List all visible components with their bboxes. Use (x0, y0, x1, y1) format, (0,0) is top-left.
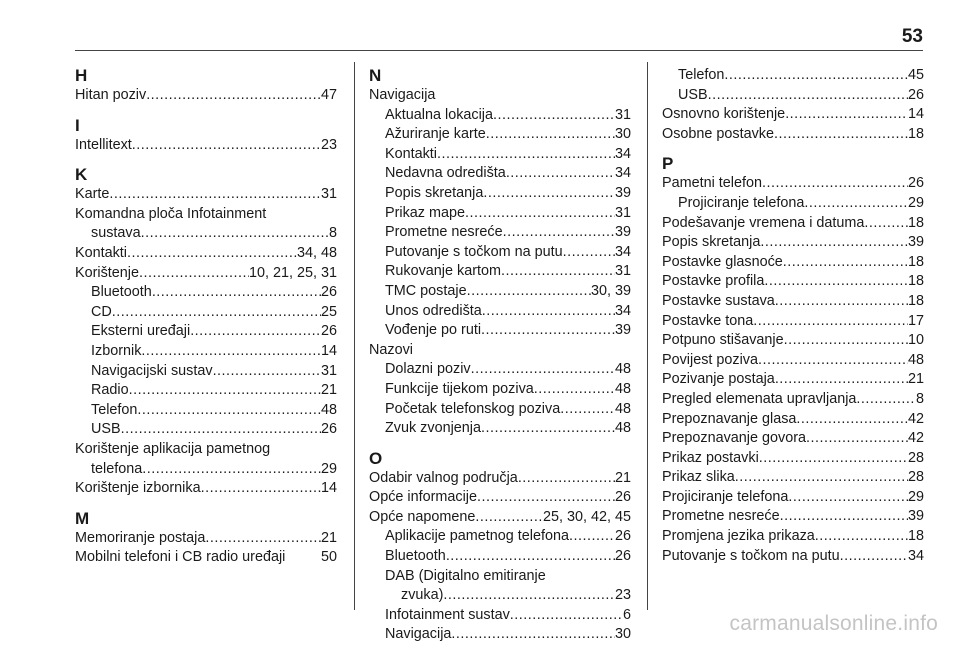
leader-dots (477, 488, 615, 508)
page-ref: 10 (907, 332, 924, 349)
leader-dots (481, 419, 615, 439)
index-term: Osobne postavke (662, 125, 774, 142)
index-entry (369, 625, 631, 645)
leader-dots (127, 244, 297, 264)
index-entry (369, 164, 631, 184)
leader-dots (753, 312, 908, 332)
index-term: Povijest poziva (662, 351, 758, 368)
page-ref: 26 (614, 548, 631, 565)
page-ref: 28 (907, 469, 924, 486)
index-term: Bluetooth (385, 548, 446, 565)
page-ref: 10, 21, 25, 31 (248, 264, 337, 281)
index-term: Prometne nesreće (662, 508, 780, 525)
page-ref: 18 (907, 125, 924, 142)
page-ref: 26 (614, 528, 631, 545)
index-entry (369, 380, 631, 400)
index-entry (75, 303, 337, 323)
leader-dots (201, 479, 321, 499)
index-term: Eksterni uređaji (91, 323, 191, 340)
page-ref: 45 (907, 67, 924, 83)
page-ref: 39 (907, 508, 924, 525)
page-ref: 28 (907, 449, 924, 466)
index-term: Prikaz postavki (662, 449, 759, 466)
page-ref: 48 (614, 400, 631, 417)
leader-dots (501, 262, 615, 282)
index-entry (662, 449, 924, 469)
index-term: Postavke sustava (662, 292, 775, 309)
index-term: Korištenje izbornika (75, 480, 201, 497)
index-entry (369, 508, 631, 528)
header-rule (75, 50, 923, 51)
page-ref: 25 (320, 303, 337, 320)
index-entry (662, 429, 924, 449)
index-term: Prepoznavanje govora (662, 430, 807, 447)
page-ref: 30 (614, 126, 631, 143)
leader-dots (121, 420, 321, 440)
leader-dots (475, 508, 543, 528)
leader-dots (141, 224, 329, 244)
page-ref: 48 (320, 401, 337, 418)
leader-dots (534, 380, 615, 400)
index-entry (75, 136, 337, 156)
index-entry (369, 243, 631, 263)
page-ref: 21 (907, 371, 924, 388)
leader-dots (152, 283, 321, 303)
page-ref: 18 (907, 292, 924, 309)
index-entry (75, 185, 337, 205)
leader-dots (446, 547, 615, 567)
index-column-3 (662, 66, 924, 566)
index-entry (369, 400, 631, 420)
index-term: Infotainment sustav (385, 606, 510, 623)
page-ref: 14 (320, 480, 337, 497)
index-term: Aktualna lokacija (385, 106, 493, 123)
leader-dots (481, 321, 615, 341)
index-term: Prometne nesreće (385, 224, 503, 241)
index-term: Popis skretanja (662, 234, 761, 251)
leader-dots (437, 145, 615, 165)
index-entry (75, 224, 337, 244)
leader-dots (506, 164, 615, 184)
page-ref: 14 (320, 342, 337, 359)
index-term: Prikaz mape (385, 204, 465, 221)
leader-dots (503, 223, 615, 243)
index-term: Opće informacije (369, 489, 477, 506)
section-letter: K (75, 165, 88, 185)
index-heading: Nazovi (369, 341, 413, 358)
index-entry-line: Komandna ploča Infotainment (75, 205, 267, 222)
index-entry (369, 606, 631, 626)
page-ref: 29 (320, 460, 337, 477)
index-term: CD (91, 303, 112, 320)
leader-dots (112, 303, 321, 323)
page-ref: 47 (320, 87, 337, 103)
index-entry (75, 460, 337, 480)
index-entry (662, 214, 924, 234)
index-term: Navigacijski sustav (91, 362, 213, 379)
index-term: Bluetooth (91, 284, 152, 301)
page-ref: 18 (907, 528, 924, 545)
index-entry (662, 233, 924, 253)
index-term: Telefon (678, 67, 725, 83)
index-entry-line: DAB (Digitalno emitiranje (385, 567, 546, 584)
page-ref: 34 (614, 145, 631, 162)
index-entry (369, 469, 631, 489)
index-entry (662, 331, 924, 351)
page-ref: 39 (907, 234, 924, 251)
page-ref: 8 (328, 225, 337, 242)
page-ref: 42 (907, 410, 924, 427)
index-term: Opće napomene (369, 508, 476, 525)
index-entry (662, 292, 924, 312)
leader-dots (483, 184, 615, 204)
index-term: Rukovanje kartom (385, 263, 501, 280)
watermark: carmanualsonline.info (729, 612, 938, 635)
index-term: Početak telefonskog poziva (385, 400, 561, 417)
page-ref: 48 (614, 420, 631, 437)
index-entry (662, 105, 924, 125)
page-ref: 48 (614, 380, 631, 397)
page-ref: 17 (907, 312, 924, 329)
page-ref: 18 (907, 253, 924, 270)
page-ref: 34 (614, 165, 631, 182)
index-entry (75, 479, 337, 499)
leader-dots (493, 106, 615, 126)
leader-dots (465, 204, 615, 224)
index-term: Navigacija (385, 626, 452, 643)
index-term: Postavke profila (662, 273, 765, 290)
leader-dots (132, 136, 321, 156)
index-term: Pozivanje postaja (662, 371, 775, 388)
index-term: Pametni telefon (662, 175, 762, 192)
leader-dots (783, 253, 908, 273)
page-ref: 21 (320, 382, 337, 399)
section-letter: H (75, 66, 88, 85)
index-term: Prepoznavanje glasa (662, 410, 797, 427)
index-heading: Navigacija (369, 87, 436, 103)
index-entry (369, 223, 631, 243)
index-entry (75, 529, 337, 549)
leader-dots (471, 360, 615, 380)
section-letter: P (662, 154, 674, 174)
leader-dots (774, 125, 908, 145)
index-term: Projiciranje telefona (662, 488, 789, 505)
index-entry (75, 322, 337, 342)
index-entry (662, 312, 924, 332)
leader-dots (213, 362, 321, 382)
leader-dots (486, 125, 615, 145)
section-letter: M (75, 508, 90, 528)
page-number: 53 (901, 26, 923, 47)
index-term: Projiciranje telefona (678, 194, 805, 211)
page-ref: 26 (907, 175, 924, 192)
leader-dots (775, 370, 908, 390)
index-entry (662, 66, 924, 86)
leader-dots (563, 243, 615, 263)
index-entry (369, 262, 631, 282)
page-ref: 31 (614, 106, 631, 123)
page-ref: 39 (614, 224, 631, 241)
page-ref: 18 (907, 214, 924, 231)
leader-dots (788, 488, 908, 508)
index-entry (662, 468, 924, 488)
page-ref: 29 (907, 194, 924, 211)
page-ref: 34, 48 (296, 244, 337, 261)
leader-dots (141, 342, 321, 362)
index-term: USB (91, 421, 121, 438)
page-ref: 31 (320, 362, 337, 379)
leader-dots (285, 548, 321, 568)
index-term: Odabir valnog područja (369, 469, 518, 486)
page-ref: 31 (614, 204, 631, 221)
index-entry (369, 419, 631, 439)
leader-dots (205, 529, 321, 549)
index-term: Postavke glasnoće (662, 253, 783, 270)
leader-dots (518, 469, 615, 489)
leader-dots (443, 586, 615, 606)
page-ref: 31 (614, 263, 631, 280)
index-entry (662, 174, 924, 194)
index-term: Izbornik (91, 342, 142, 359)
index-entry (369, 360, 631, 380)
index-term: USB (678, 86, 708, 103)
leader-dots (129, 381, 321, 401)
index-term: Podešavanje vremena i datuma (662, 214, 865, 231)
page-ref: 18 (907, 273, 924, 290)
leader-dots (724, 66, 908, 86)
index-entry (75, 283, 337, 303)
index-entry (369, 184, 631, 204)
leader-dots (762, 174, 908, 194)
index-term: Nedavna odredišta (385, 165, 506, 182)
page-ref: 23 (320, 136, 337, 153)
index-term: Karte (75, 186, 110, 203)
index-entry (369, 106, 631, 126)
index-term: zvuka) (401, 587, 444, 604)
page-ref: 30 (614, 626, 631, 643)
leader-dots (146, 86, 321, 106)
section-letter: O (369, 448, 383, 468)
index-entry (369, 125, 631, 145)
index-term: Vođenje po ruti (385, 322, 482, 339)
page-ref: 30, 39 (590, 282, 631, 299)
page-ref: 26 (320, 284, 337, 301)
index-entry (662, 527, 924, 547)
index-entry (662, 351, 924, 371)
index-entry (662, 194, 924, 214)
page-ref: 14 (907, 106, 924, 123)
page-ref: 26 (320, 421, 337, 438)
index-entry (75, 381, 337, 401)
index-entry-line: Korištenje aplikacija pametnog (75, 440, 271, 457)
index-term: Zvuk zvonjenja (385, 420, 481, 437)
page-ref: 8 (915, 390, 924, 407)
leader-dots (758, 351, 908, 371)
page-ref: 39 (614, 322, 631, 339)
column-divider-2 (647, 62, 648, 610)
page-ref: 48 (907, 351, 924, 368)
index-term: Dolazni poziv (385, 361, 471, 378)
page-ref: 29 (907, 488, 924, 505)
index-term: Mobilni telefoni i CB radio uređaji (75, 549, 286, 566)
index-entry (75, 362, 337, 382)
leader-dots (856, 390, 916, 410)
index-term: Osnovno korištenje (662, 106, 786, 123)
index-entry (369, 302, 631, 322)
page-ref: 34 (614, 302, 631, 319)
leader-dots (735, 468, 908, 488)
index-entry (662, 488, 924, 508)
leader-dots (190, 322, 321, 342)
leader-dots (109, 185, 321, 205)
index-term: Postavke tona (662, 312, 754, 329)
index-term: Memoriranje postaja (75, 529, 206, 546)
index-term: telefona (91, 460, 143, 477)
leader-dots (760, 233, 908, 253)
index-entry (75, 86, 337, 106)
index-entry (369, 586, 631, 606)
index-entry (369, 488, 631, 508)
leader-dots (708, 86, 908, 106)
page-ref: 26 (907, 86, 924, 103)
page-ref: 6 (622, 606, 631, 623)
index-entry (369, 204, 631, 224)
leader-dots (139, 264, 249, 284)
leader-dots (864, 214, 908, 234)
page-ref: 26 (614, 489, 631, 506)
page-ref: 34 (614, 243, 631, 260)
index-entry (369, 527, 631, 547)
index-term: Hitan poziv (75, 87, 147, 103)
index-entry (662, 390, 924, 410)
page-ref: 26 (320, 323, 337, 340)
index-term: Ažuriranje karte (385, 126, 486, 143)
page-ref: 31 (320, 186, 337, 203)
leader-dots (451, 625, 615, 645)
leader-dots (785, 105, 908, 125)
index-entry (662, 86, 924, 106)
page-ref: 21 (320, 529, 337, 546)
page-ref: 39 (614, 184, 631, 201)
index-entry (75, 264, 337, 284)
index-term: Potpuno stišavanje (662, 332, 784, 349)
index-term: Radio (91, 382, 129, 399)
index-entry (662, 272, 924, 292)
page-ref: 21 (614, 469, 631, 486)
index-entry (662, 253, 924, 273)
leader-dots (775, 292, 908, 312)
index-entry (662, 547, 924, 567)
index-term: Intellitext (75, 136, 132, 153)
index-entry (75, 401, 337, 421)
index-entry (75, 244, 337, 264)
leader-dots (560, 400, 615, 420)
leader-dots (569, 527, 615, 547)
leader-dots (510, 606, 623, 626)
index-entry (662, 125, 924, 145)
index-entry (662, 370, 924, 390)
index-entry (369, 547, 631, 567)
page-ref: 25, 30, 42, 45 (542, 508, 631, 525)
index-term: Funkcije tijekom poziva (385, 380, 534, 397)
index-entry (369, 282, 631, 302)
index-term: Aplikacije pametnog telefona (385, 528, 570, 545)
page-ref: 50 (320, 549, 337, 566)
leader-dots (796, 410, 908, 430)
page-ref: 34 (907, 547, 924, 564)
index-term: TMC postaje (385, 282, 467, 299)
leader-dots (780, 507, 908, 527)
index-entry (662, 410, 924, 430)
index-term: Putovanje s točkom na putu (385, 243, 563, 260)
leader-dots (467, 282, 591, 302)
leader-dots (759, 449, 908, 469)
index-term: Kontakti (75, 244, 127, 261)
index-entry (369, 145, 631, 165)
index-term: Telefon (91, 401, 138, 418)
index-term: Prikaz slika (662, 469, 735, 486)
leader-dots (784, 331, 908, 351)
index-term: Korištenje (75, 264, 139, 281)
page-ref: 23 (614, 587, 631, 604)
page-ref: 48 (614, 361, 631, 378)
index-term: sustava (91, 225, 141, 242)
leader-dots (482, 302, 615, 322)
index-term: Putovanje s točkom na putu (662, 547, 840, 564)
leader-dots (840, 547, 908, 567)
section-letter: N (369, 66, 382, 85)
index-entry (369, 321, 631, 341)
index-term: Pregled elemenata upravljanja (662, 390, 857, 407)
leader-dots (142, 460, 321, 480)
index-entry (75, 548, 337, 568)
index-entry (75, 342, 337, 362)
index-column-1 (75, 66, 337, 568)
leader-dots (764, 272, 908, 292)
column-divider-1 (354, 62, 355, 610)
leader-dots (137, 401, 321, 421)
section-letter: I (75, 115, 80, 135)
leader-dots (804, 194, 908, 214)
index-term: Popis skretanja (385, 184, 484, 201)
index-entry (662, 507, 924, 527)
leader-dots (806, 429, 908, 449)
leader-dots (815, 527, 908, 547)
index-entry (75, 420, 337, 440)
index-column-2 (369, 66, 631, 645)
index-term: Unos odredišta (385, 302, 482, 319)
index-term: Kontakti (385, 145, 437, 162)
page-ref: 42 (907, 430, 924, 447)
index-term: Promjena jezika prikaza (662, 528, 815, 545)
